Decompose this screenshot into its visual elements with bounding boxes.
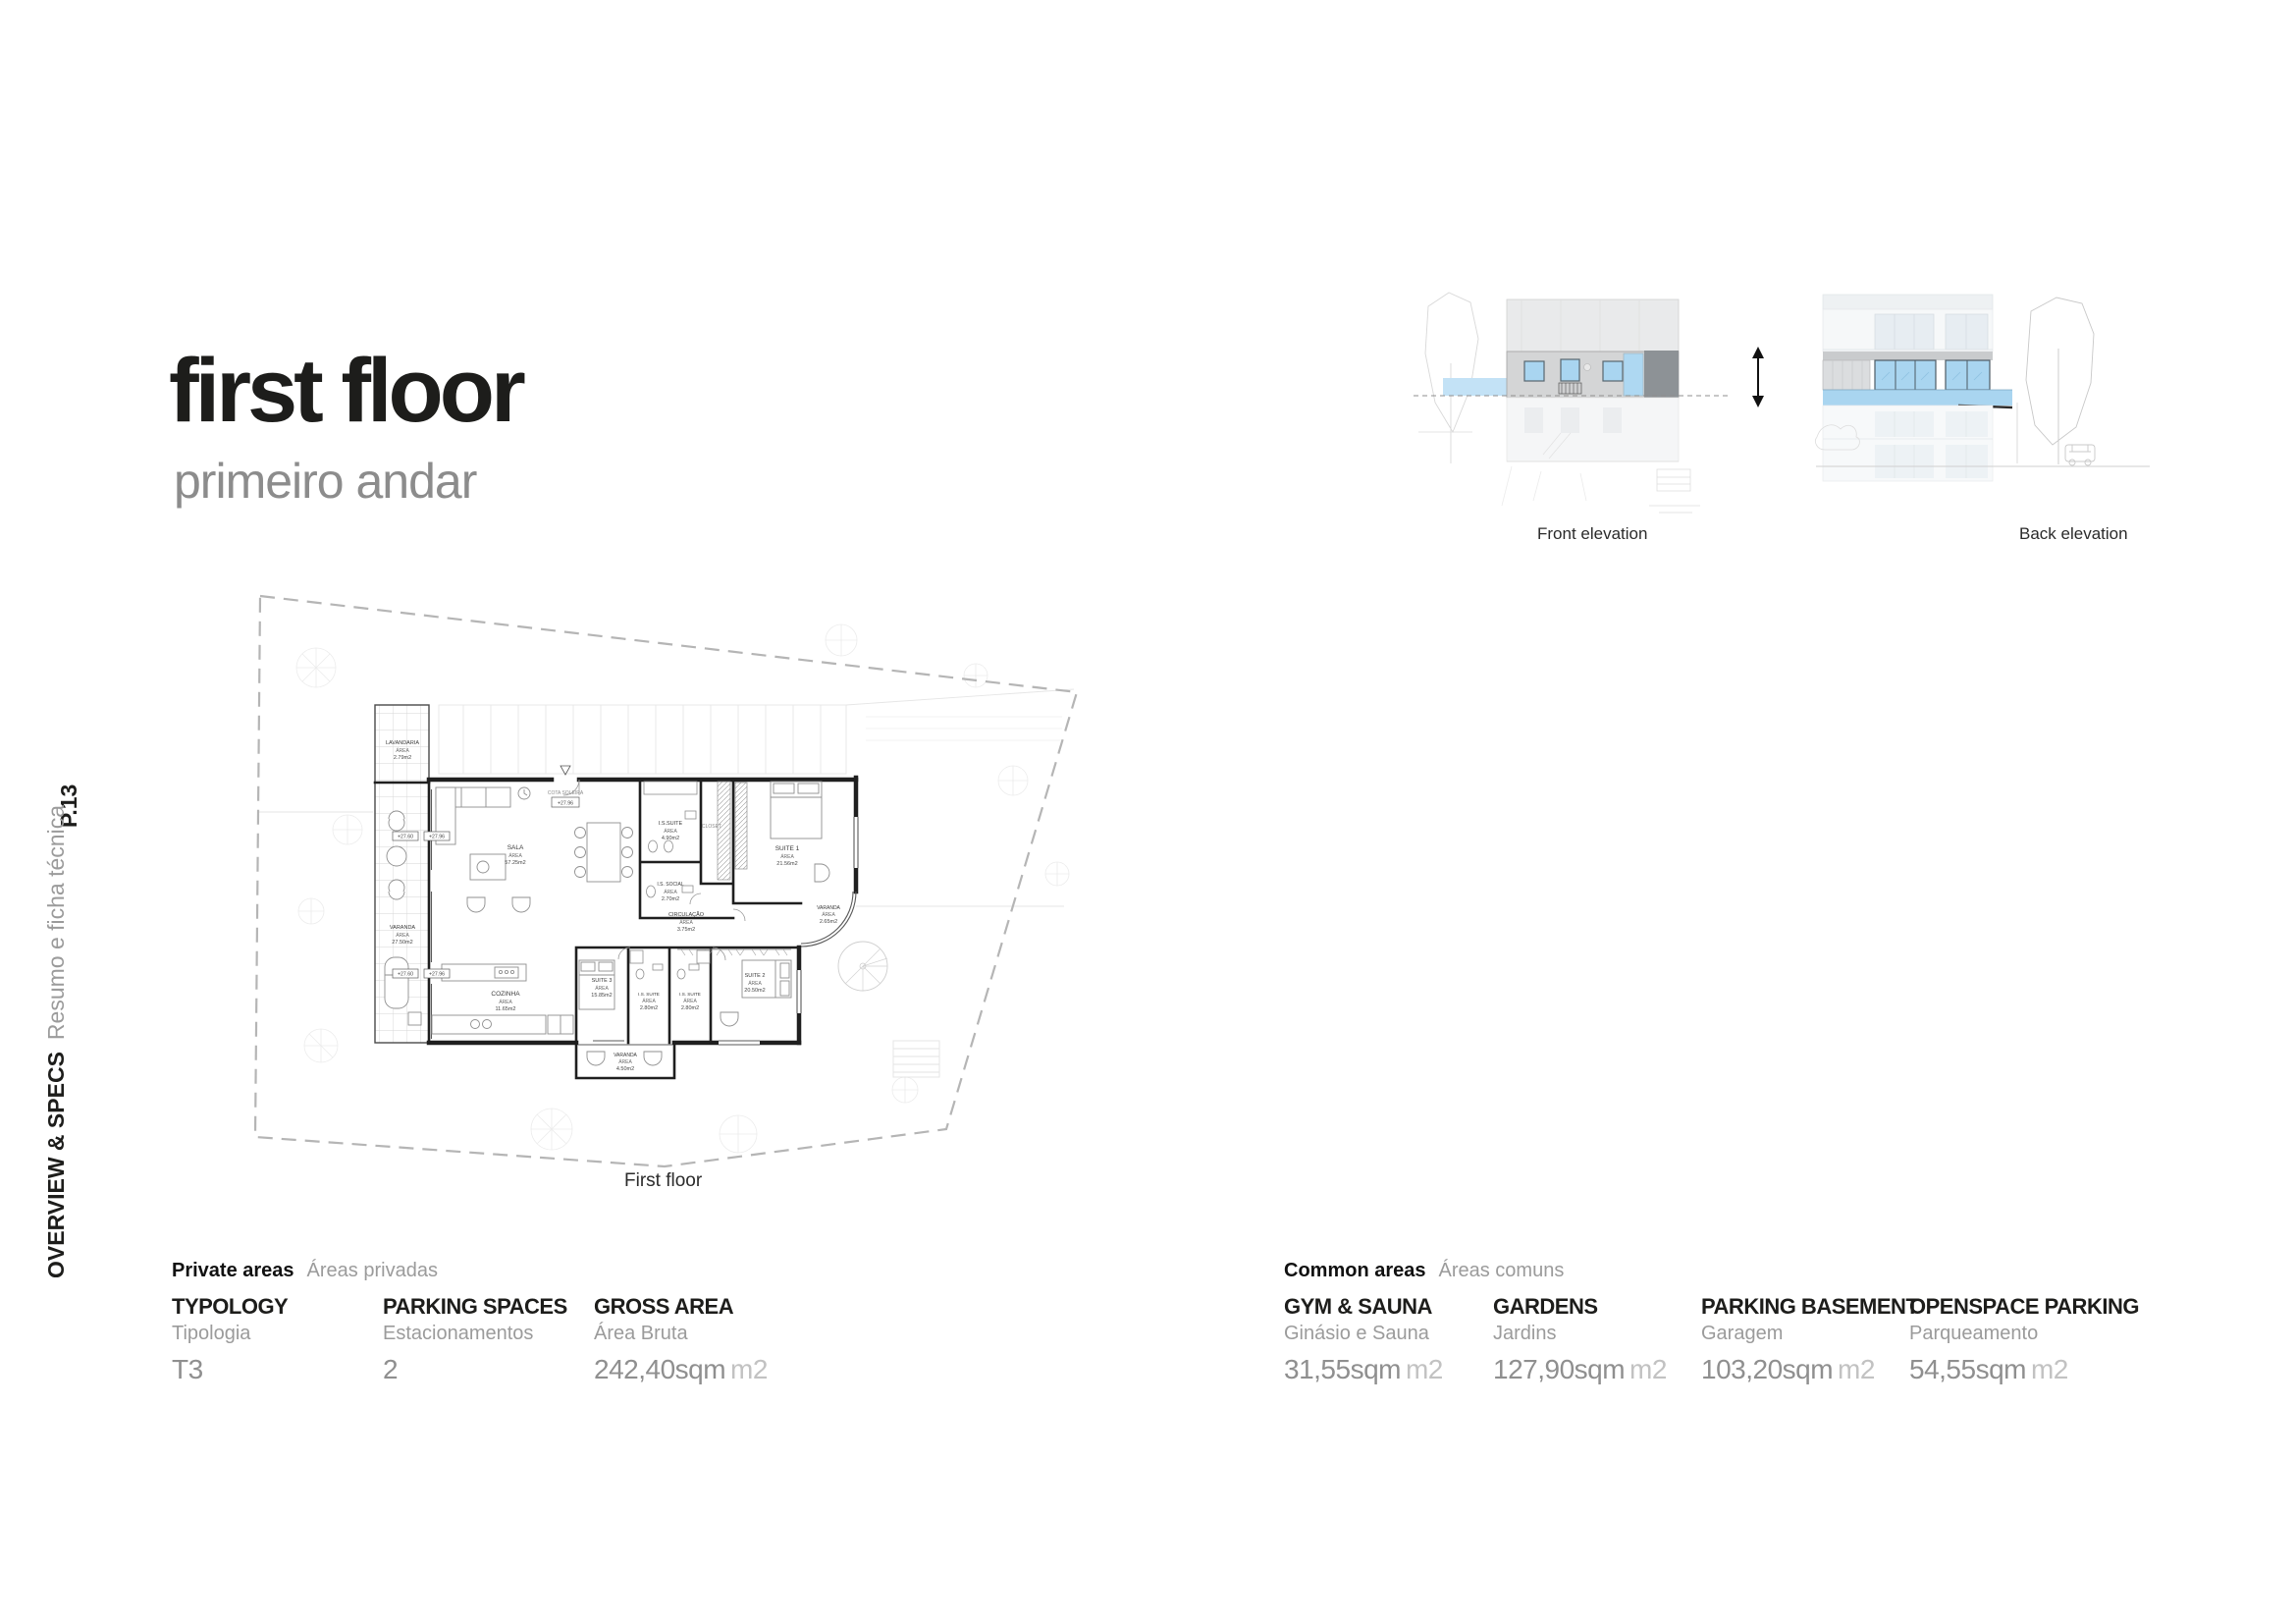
side-balcony-band [1443,378,1507,396]
tree-sketch [2017,298,2094,464]
spec-sublabel: Área Bruta [594,1323,688,1344]
common-areas-header [1284,1260,1564,1282]
spec-label: OPENSPACE PARKING [1909,1294,2139,1319]
spec-gardens [1493,1294,1694,1385]
private-areas-subtitle: Áreas privadas [306,1260,438,1281]
level-chip: +27.60 [397,971,414,978]
private-areas-title: Private areas [172,1260,294,1281]
area-word: ÁREA [679,920,693,926]
room-label-suite3: SUITE 3 [591,978,613,984]
area-word: ÁREA [780,854,794,860]
front-elevation-label: Front elevation [1537,524,1648,543]
room-label-varanda-west: VARANDA [389,925,416,931]
spec-unit: m2 [2030,1354,2068,1384]
spec-sublabel: Jardins [1493,1323,1557,1344]
spec-unit: m2 [730,1354,768,1384]
room-label-sala: SALA [507,844,524,851]
spec-value: 127,90sqm [1493,1354,1626,1384]
area-word: ÁREA [499,1000,512,1005]
spec-typology [172,1294,373,1385]
spec-sublabel: Ginásio e Sauna [1284,1323,1429,1344]
room-area-varanda-west: 27.50m2 [392,940,413,946]
spec-value: 103,20sqm [1701,1354,1834,1384]
room-area-sala: 57.25m2 [505,860,526,866]
page-title: first floor [169,341,522,441]
front-elevation-drawing [1414,285,1728,540]
car-sketch [2065,445,2095,465]
room-area-varanda-round: 2.65m2 [819,919,838,925]
level-chip: +27.60 [397,834,414,840]
room-label-varanda-round: VARANDA [817,905,840,911]
room-area-varanda-south: 4.50m2 [615,1066,635,1072]
spec-parking-spaces [383,1294,584,1385]
room-label-circulacao: CIRCULAÇÃO [667,912,705,918]
area-word: ÁREA [595,986,609,992]
page-subtitle: primeiro andar [174,454,477,509]
back-elevation-label: Back elevation [2019,524,2128,543]
spec-label: PARKING BASEMENT [1701,1294,1919,1319]
balcony-band [1823,390,2012,406]
common-areas-title: Common areas [1284,1260,1426,1281]
spec-sublabel: Estacionamentos [383,1323,534,1344]
common-areas-subtitle: Áreas comuns [1438,1260,1565,1281]
front-building [1507,299,1679,461]
spec-gym-sauna [1284,1294,1485,1385]
area-word: ÁREA [822,912,835,918]
height-arrow-icon [1747,346,1769,408]
spec-unit: m2 [1838,1354,1875,1384]
room-label-closet: CLOSET [701,824,722,830]
spec-value: T3 [172,1354,203,1384]
level-chip: +27.96 [428,834,446,840]
spec-value: 242,40sqm [594,1354,726,1384]
room-area-is-suite3: 2.80m2 [639,1005,659,1011]
spec-label: GARDENS [1493,1294,1598,1319]
spec-sublabel: Parqueamento [1909,1323,2039,1344]
spec-label: TYPOLOGY [172,1294,289,1319]
section-title: OVERVIEW & SPECS [43,1052,69,1278]
room-area-lavandaria: 2.79m2 [393,755,412,761]
room-area-suite1: 21.56m2 [776,861,798,867]
private-areas-header [172,1260,438,1282]
spec-parking-basement [1701,1294,1919,1385]
spec-value: 54,55sqm [1909,1354,2026,1384]
spec-label: PARKING SPACES [383,1294,567,1319]
spec-unit: m2 [1405,1354,1443,1384]
room-label-suite1: SUITE 1 [774,845,800,852]
spec-openspace-parking [1909,1294,2139,1385]
room-label-is-social: I.S. SOCIAL [657,882,684,888]
room-label-is-suite3: I.S. SUITE [638,992,660,997]
room-label-is-suite: I.S.SUITE [658,821,683,827]
room-label-is-suite2: I.S. SUITE [679,992,701,997]
level-chip: +27.96 [428,971,446,978]
back-elevation-drawing [1811,290,2150,535]
room-area-suite2: 20.50m2 [744,988,766,994]
dark-volume [1644,351,1679,398]
area-word: ÁREA [396,933,409,939]
plan-caption: First floor [624,1170,703,1191]
back-building [1823,295,2012,481]
room-area-is-social: 2.70m2 [661,896,680,902]
spec-label: GYM & SAUNA [1284,1294,1432,1319]
room-label-suite2: SUITE 2 [744,973,766,979]
room-label-lavandaria: LAVANDARIA [385,740,420,746]
floor-plan-drawing [228,579,1111,1208]
area-word: ÁREA [664,890,677,895]
spec-sublabel: Tipologia [172,1323,251,1344]
spec-sublabel: Garagem [1701,1323,1784,1344]
spec-gross-area [594,1294,795,1385]
room-label-varanda-south: VARANDA [614,1053,637,1058]
room-area-circulacao: 3.75m2 [676,927,696,933]
spec-value: 31,55sqm [1284,1354,1401,1384]
spec-unit: m2 [1629,1354,1667,1384]
area-word: ÁREA [748,981,762,987]
spec-label: GROSS AREA [594,1294,734,1319]
area-word: ÁREA [396,748,409,754]
floor-slab [1823,352,1993,360]
room-label-cozinha: COZINHA [491,991,520,998]
page-number: P.13 [56,784,81,828]
room-area-is-suite2: 2.80m2 [680,1005,700,1011]
area-word: ÁREA [683,999,697,1004]
area-word: ÁREA [508,853,522,859]
room-area-suite3: 15.85m2 [591,993,613,999]
section-subtitle: Resumo e ficha técnica [43,805,69,1041]
area-word: ÁREA [618,1059,632,1065]
spiral-stair [838,942,887,991]
room-area-is-suite: 4.90m2 [661,836,680,841]
room-area-cozinha: 11.65m2 [495,1006,516,1012]
area-word: ÁREA [642,999,656,1004]
cota-soleira-label: COTA SOLEIRA [547,790,584,796]
cota-soleira-value: +27.96 [557,800,574,807]
highlighted-windows [1875,360,1936,390]
area-word: ÁREA [664,829,677,835]
spec-value: 2 [383,1354,399,1384]
section-label [43,805,70,1278]
